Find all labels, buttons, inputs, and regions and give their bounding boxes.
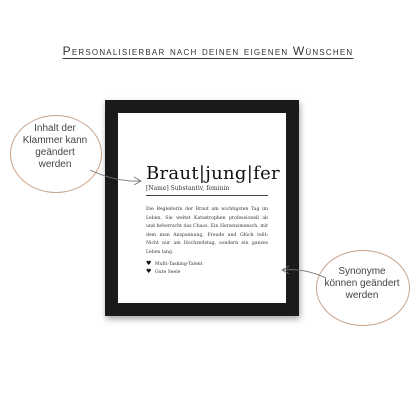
callout-left-line: Inhalt der (34, 123, 76, 134)
callout-left-line: geändert (35, 147, 75, 158)
poster-word: Braut|jung|fer (146, 163, 280, 184)
poster-definition: Die Begleiterin der Braut am wichtigsten Tag im Leben. Sie weltet Katastrophen professionell ab und beherrscht das Chaos. Ein Herzensmensch, mit dem man Anspannung, Freude and Glück teilt: Nicht nur am Hochzeitstag, sondern ein ganzes Leben lang. (146, 207, 268, 255)
heart-icon: ♥ (146, 268, 152, 275)
callout-left-line: Klammer kann (22, 135, 88, 146)
poster-subtitle: [Name] Substantiv, feminin (146, 185, 230, 192)
header-title: Personalisierbar nach deinen eigenen Wünschen (62, 44, 354, 58)
callout-right-line: werden (345, 290, 379, 301)
callout-left-line: werden (38, 159, 72, 170)
callout-right-line: Synonyme (338, 266, 386, 277)
synonym-text: Gute Seele (155, 270, 181, 275)
callout-right-line: können geändert (324, 278, 400, 289)
arrow-left (90, 170, 140, 181)
arrow-right (283, 270, 326, 278)
heart-icon: ♥ (146, 260, 152, 267)
synonym-text: Multi-Tasking-Talent (155, 262, 203, 267)
